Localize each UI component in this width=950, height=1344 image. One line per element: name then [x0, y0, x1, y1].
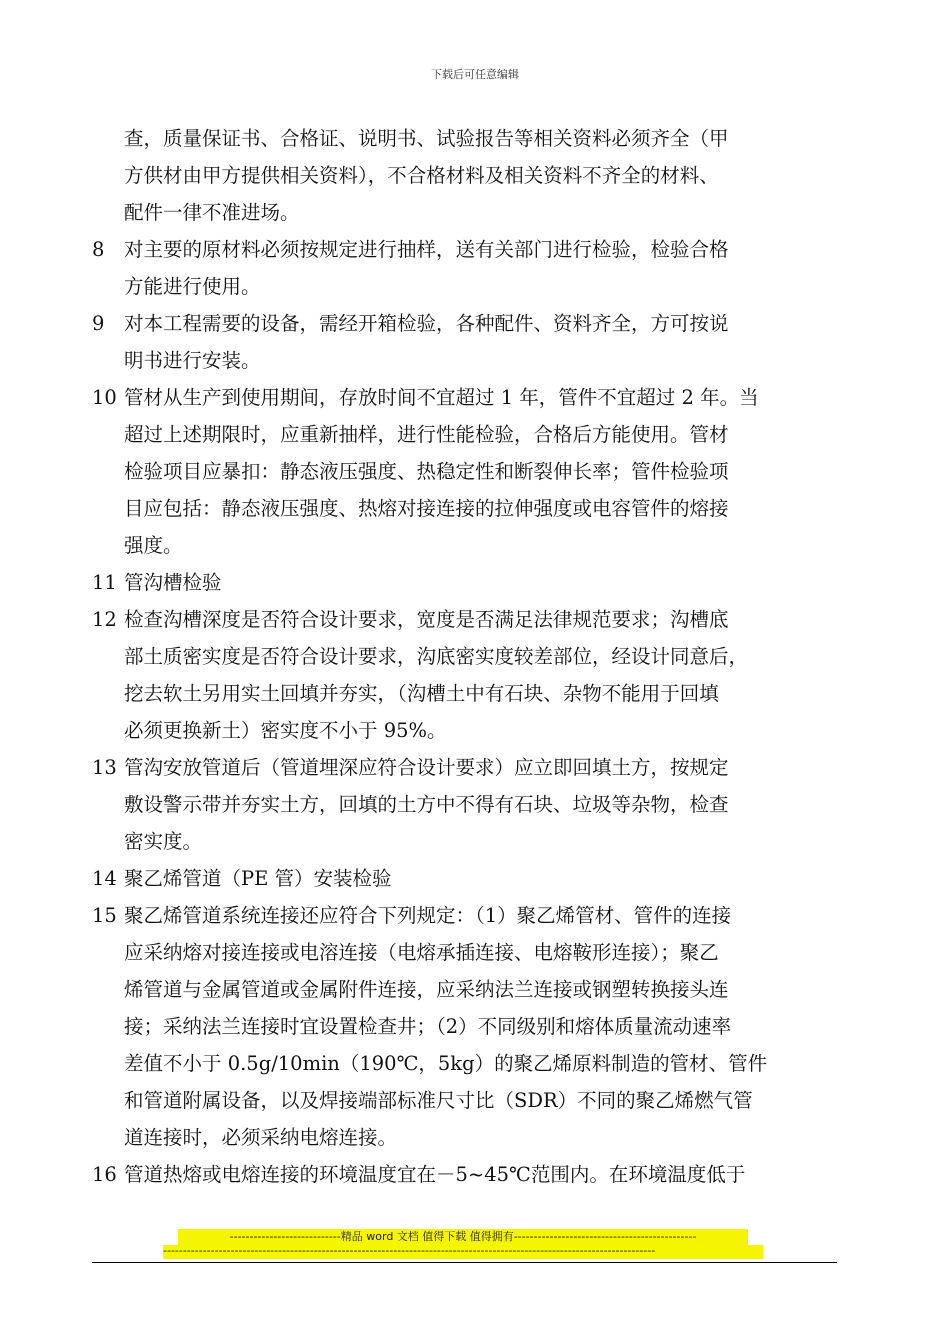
- item-number: 8: [92, 238, 105, 261]
- text-line: [92, 416, 842, 453]
- line-text: 管道热熔或电熔连接的环境温度宜在－5~45℃范围内。在环境温度低于: [124, 1163, 746, 1186]
- line-text: 强度。: [124, 534, 183, 557]
- text-line: [92, 1045, 842, 1082]
- text-line: [92, 934, 842, 971]
- list-item: [92, 231, 842, 305]
- line-text: 差值不小于 0.5g/10min（190℃，5kg）的聚乙烯原料制造的管材、管件: [124, 1052, 768, 1075]
- line-text: 目应包括：静态液压强度、热熔对接连接的拉伸强度或电容管件的熔接: [124, 497, 729, 520]
- footer-rule: [92, 1262, 837, 1263]
- text-line: [92, 823, 842, 860]
- text-line: [92, 1119, 842, 1156]
- line-text: 密实度。: [124, 830, 203, 853]
- footer-dash-line: ----------------------------------------------------------------------------------------------------------------------------: [163, 1245, 763, 1259]
- text-line: [92, 1008, 842, 1045]
- line-text: 必须更换新土）密实度不小于 95%。: [124, 719, 447, 742]
- document-body: [92, 120, 842, 1193]
- item-number: 13: [92, 756, 117, 779]
- text-line: [92, 342, 842, 379]
- text-line: [92, 379, 842, 416]
- list-item: [92, 379, 842, 564]
- line-text: 配件一律不准进场。: [124, 201, 300, 224]
- line-text: 部土质密实度是否符合设计要求，沟底密实度较差部位，经设计同意后，: [124, 645, 749, 668]
- text-line: [92, 749, 842, 786]
- text-line: [92, 897, 842, 934]
- list-item: [92, 120, 842, 231]
- list-item: [92, 749, 842, 860]
- list-item: [92, 1156, 842, 1193]
- line-text: 敷设警示带并夯实土方，回填的土方中不得有石块、垃圾等杂物，检查: [124, 793, 729, 816]
- text-line: [92, 860, 842, 897]
- list-item: [92, 564, 842, 601]
- item-number: 12: [92, 608, 117, 631]
- line-text: 聚乙烯管道（PE 管）安装检验: [124, 867, 392, 890]
- text-line: [92, 305, 842, 342]
- item-number: 16: [92, 1163, 117, 1186]
- list-item: [92, 305, 842, 379]
- text-line: [92, 564, 842, 601]
- line-text: 查，质量保证书、合格证、说明书、试验报告等相关资料必须齐全（甲: [124, 127, 729, 150]
- line-text: 方能进行使用。: [124, 275, 261, 298]
- text-line: [92, 120, 842, 157]
- item-number: 11: [92, 571, 117, 594]
- text-line: [92, 675, 842, 712]
- line-text: 管沟槽检验: [124, 571, 222, 594]
- text-line: [92, 194, 842, 231]
- text-line: [92, 786, 842, 823]
- text-line: [92, 157, 842, 194]
- footer-banner-line: ----------------------------精品 word 文档 值得下载 值得拥有----------------------------------------------: [178, 1229, 748, 1245]
- text-line: [92, 527, 842, 564]
- text-line: [92, 638, 842, 675]
- line-text: 明书进行安装。: [124, 349, 261, 372]
- page-header: 下载后可任意编辑: [431, 68, 519, 81]
- line-text: 方供材由甲方提供相关资料），不合格材料及相关资料不齐全的材料、: [124, 164, 719, 187]
- line-text: 应采纳熔对接连接或电溶连接（电熔承插连接、电熔鞍形连接）；聚乙: [124, 941, 719, 964]
- line-text: 烯管道与金属管道或金属附件连接，应采纳法兰连接或钢塑转换接头连: [124, 978, 729, 1001]
- text-line: [92, 1082, 842, 1119]
- list-item: [92, 601, 842, 749]
- line-text: 对本工程需要的设备，需经开箱检验，各种配件、资料齐全，方可按说: [124, 312, 729, 335]
- line-text: 管材从生产到使用期间，存放时间不宜超过 1 年，管件不宜超过 2 年。当: [124, 386, 759, 409]
- line-text: 超过上述期限时，应重新抽样，进行性能检验，合格后方能使用。管材: [124, 423, 729, 446]
- text-line: [92, 268, 842, 305]
- text-line: [92, 231, 842, 268]
- list-item: [92, 860, 842, 897]
- line-text: 检查沟槽深度是否符合设计要求，宽度是否满足法律规范要求；沟槽底: [124, 608, 729, 631]
- list-item: [92, 897, 842, 1156]
- text-line: [92, 601, 842, 638]
- text-line: [92, 453, 842, 490]
- item-number: 9: [92, 312, 105, 335]
- line-text: 接；采纳法兰连接时宜设置检查井；（2）不同级别和熔体质量流动速率: [124, 1015, 732, 1038]
- text-line: [92, 490, 842, 527]
- text-line: [92, 1156, 842, 1193]
- line-text: 挖去软土另用实土回填并夯实，（沟槽土中有石块、杂物不能用于回填: [124, 682, 719, 705]
- item-number: 15: [92, 904, 117, 927]
- item-number: 14: [92, 867, 117, 890]
- line-text: 检验项目应暴扣：静态液压强度、热稳定性和断裂伸长率；管件检验项: [124, 460, 729, 483]
- text-line: [92, 712, 842, 749]
- item-number: 10: [92, 386, 117, 409]
- line-text: 和管道附属设备，以及焊接端部标准尺寸比（SDR）不同的聚乙烯燃气管: [124, 1089, 753, 1112]
- line-text: 对主要的原材料必须按规定进行抽样，送有关部门进行检验，检验合格: [124, 238, 729, 261]
- line-text: 道连接时，必须采纳电熔连接。: [124, 1126, 398, 1149]
- line-text: 管沟安放管道后（管道埋深应符合设计要求）应立即回填土方，按规定: [124, 756, 729, 779]
- line-text: 聚乙烯管道系统连接还应符合下列规定：（1）聚乙烯管材、管件的连接: [124, 904, 732, 927]
- text-line: [92, 971, 842, 1008]
